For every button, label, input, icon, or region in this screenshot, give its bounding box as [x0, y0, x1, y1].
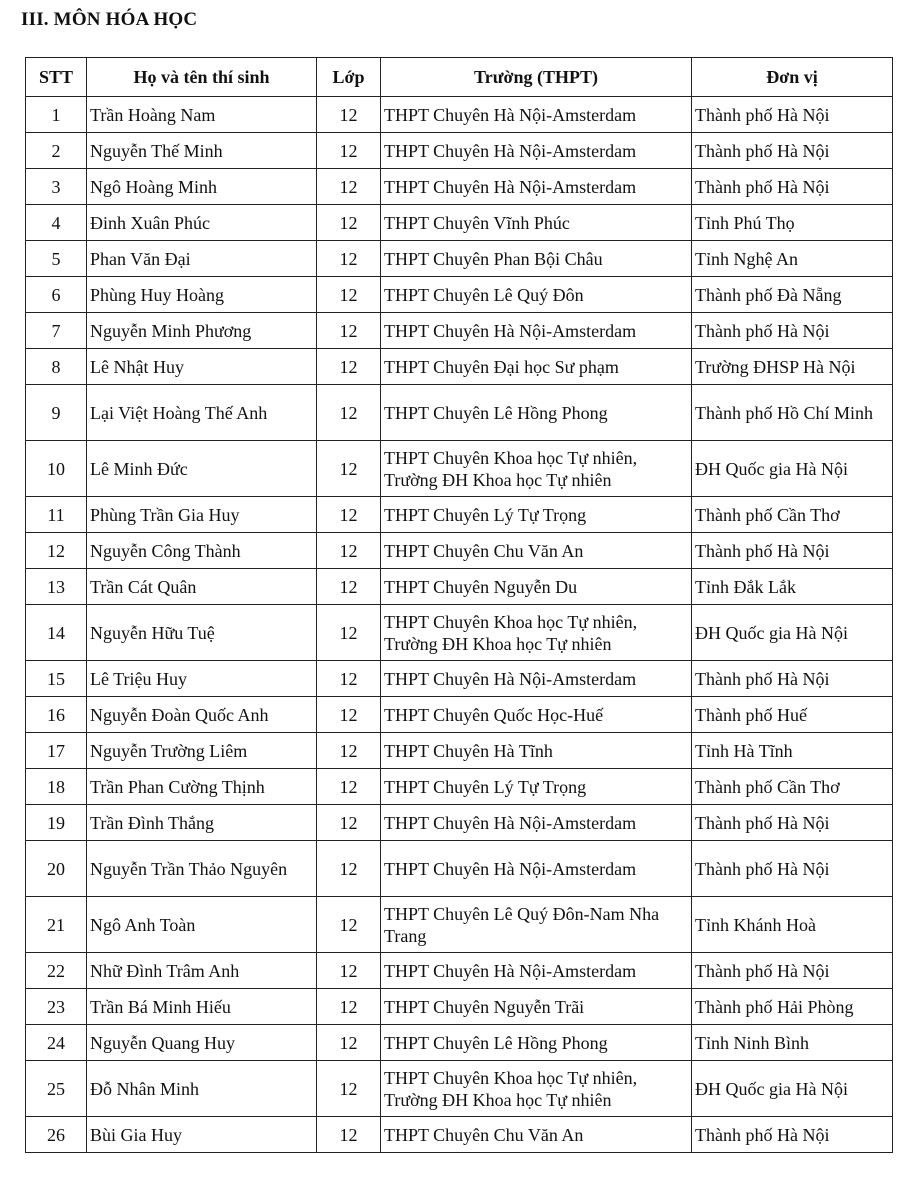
cell-unit: Thành phố Huế [692, 697, 893, 733]
table-row [26, 241, 893, 277]
header-grade: Lớp [317, 58, 381, 97]
cell-grade: 12 [317, 733, 381, 769]
cell-grade: 12 [317, 169, 381, 205]
cell-school: THPT Chuyên Hà Nội-Amsterdam [381, 953, 692, 989]
cell-unit: Thành phố Hà Nội [692, 841, 893, 897]
table-row [26, 277, 893, 313]
header-name: Họ và tên thí sinh [87, 58, 317, 97]
cell-unit: Thành phố Cần Thơ [692, 769, 893, 805]
cell-school: THPT Chuyên Nguyễn Du [381, 569, 692, 605]
cell-school: THPT Chuyên Hà Nội-Amsterdam [381, 805, 692, 841]
table-row [26, 989, 893, 1025]
cell-school: THPT Chuyên Vĩnh Phúc [381, 205, 692, 241]
table-row [26, 385, 893, 441]
cell-name: Nguyễn Quang Huy [87, 1025, 317, 1061]
cell-stt: 1 [26, 97, 87, 133]
table-row [26, 569, 893, 605]
cell-grade: 12 [317, 605, 381, 661]
cell-stt: 22 [26, 953, 87, 989]
cell-school: THPT Chuyên Khoa học Tự nhiên, Trường ĐH Khoa học Tự nhiên [381, 605, 692, 661]
cell-stt: 16 [26, 697, 87, 733]
cell-school: THPT Chuyên Khoa học Tự nhiên, Trường ĐH Khoa học Tự nhiên [381, 1061, 692, 1117]
cell-unit: Thành phố Hà Nội [692, 1117, 893, 1153]
cell-school: THPT Chuyên Chu Văn An [381, 1117, 692, 1153]
header-school: Trường (THPT) [381, 58, 692, 97]
table-row [26, 169, 893, 205]
cell-grade: 12 [317, 497, 381, 533]
cell-name: Nhữ Đình Trâm Anh [87, 953, 317, 989]
cell-school: THPT Chuyên Hà Nội-Amsterdam [381, 133, 692, 169]
cell-school: THPT Chuyên Lê Quý Đôn-Nam Nha Trang [381, 897, 692, 953]
cell-grade: 12 [317, 769, 381, 805]
cell-grade: 12 [317, 441, 381, 497]
cell-name: Trần Hoàng Nam [87, 97, 317, 133]
cell-unit: Thành phố Hà Nội [692, 133, 893, 169]
cell-name: Nguyễn Thế Minh [87, 133, 317, 169]
cell-name: Lê Nhật Huy [87, 349, 317, 385]
section-heading: III. MÔN HÓA HỌC [21, 9, 198, 30]
cell-grade: 12 [317, 313, 381, 349]
cell-stt: 18 [26, 769, 87, 805]
cell-school: THPT Chuyên Lý Tự Trọng [381, 497, 692, 533]
cell-school: THPT Chuyên Lê Quý Đôn [381, 277, 692, 313]
table-row [26, 733, 893, 769]
cell-unit: Thành phố Hà Nội [692, 661, 893, 697]
cell-grade: 12 [317, 569, 381, 605]
cell-unit: Thành phố Hà Nội [692, 313, 893, 349]
cell-stt: 20 [26, 841, 87, 897]
cell-name: Nguyễn Đoàn Quốc Anh [87, 697, 317, 733]
cell-unit: ĐH Quốc gia Hà Nội [692, 1061, 893, 1117]
cell-school: THPT Chuyên Hà Nội-Amsterdam [381, 841, 692, 897]
cell-stt: 10 [26, 441, 87, 497]
cell-name: Nguyễn Công Thành [87, 533, 317, 569]
table-row [26, 605, 893, 661]
cell-grade: 12 [317, 133, 381, 169]
cell-school: THPT Chuyên Đại học Sư phạm [381, 349, 692, 385]
table-row [26, 661, 893, 697]
table-row [26, 1061, 893, 1117]
cell-grade: 12 [317, 805, 381, 841]
cell-stt: 6 [26, 277, 87, 313]
cell-school: THPT Chuyên Hà Nội-Amsterdam [381, 313, 692, 349]
cell-unit: ĐH Quốc gia Hà Nội [692, 441, 893, 497]
cell-stt: 21 [26, 897, 87, 953]
table-row [26, 841, 893, 897]
cell-stt: 13 [26, 569, 87, 605]
cell-unit: Thành phố Hà Nội [692, 953, 893, 989]
table-row [26, 1117, 893, 1153]
table-row [26, 697, 893, 733]
cell-grade: 12 [317, 697, 381, 733]
table-row [26, 1025, 893, 1061]
cell-unit: Tỉnh Khánh Hoà [692, 897, 893, 953]
cell-grade: 12 [317, 205, 381, 241]
cell-unit: ĐH Quốc gia Hà Nội [692, 605, 893, 661]
cell-school: THPT Chuyên Quốc Học-Huế [381, 697, 692, 733]
cell-school: THPT Chuyên Lê Hồng Phong [381, 385, 692, 441]
table-row [26, 313, 893, 349]
cell-grade: 12 [317, 1117, 381, 1153]
cell-name: Nguyễn Minh Phương [87, 313, 317, 349]
table-row [26, 133, 893, 169]
cell-name: Lê Triệu Huy [87, 661, 317, 697]
cell-stt: 15 [26, 661, 87, 697]
cell-name: Nguyễn Trường Liêm [87, 733, 317, 769]
cell-stt: 5 [26, 241, 87, 277]
cell-stt: 4 [26, 205, 87, 241]
table-row [26, 897, 893, 953]
header-unit: Đơn vị [692, 58, 893, 97]
cell-unit: Tỉnh Hà Tĩnh [692, 733, 893, 769]
table-row [26, 349, 893, 385]
cell-name: Ngô Anh Toàn [87, 897, 317, 953]
cell-grade: 12 [317, 241, 381, 277]
cell-grade: 12 [317, 533, 381, 569]
cell-stt: 12 [26, 533, 87, 569]
cell-unit: Thành phố Hà Nội [692, 169, 893, 205]
cell-stt: 2 [26, 133, 87, 169]
cell-stt: 23 [26, 989, 87, 1025]
cell-grade: 12 [317, 841, 381, 897]
cell-name: Đinh Xuân Phúc [87, 205, 317, 241]
cell-stt: 11 [26, 497, 87, 533]
cell-school: THPT Chuyên Chu Văn An [381, 533, 692, 569]
cell-grade: 12 [317, 953, 381, 989]
table-row [26, 441, 893, 497]
table-row [26, 497, 893, 533]
table-row [26, 533, 893, 569]
cell-unit: Trường ĐHSP Hà Nội [692, 349, 893, 385]
cell-unit: Thành phố Đà Nẵng [692, 277, 893, 313]
cell-unit: Tỉnh Phú Thọ [692, 205, 893, 241]
cell-unit: Thành phố Hà Nội [692, 805, 893, 841]
cell-unit: Thành phố Cần Thơ [692, 497, 893, 533]
cell-school: THPT Chuyên Nguyễn Trãi [381, 989, 692, 1025]
cell-name: Ngô Hoàng Minh [87, 169, 317, 205]
cell-school: THPT Chuyên Hà Tĩnh [381, 733, 692, 769]
cell-name: Đỗ Nhân Minh [87, 1061, 317, 1117]
cell-name: Bùi Gia Huy [87, 1117, 317, 1153]
table-row [26, 769, 893, 805]
cell-unit: Tỉnh Đắk Lắk [692, 569, 893, 605]
cell-name: Lại Việt Hoàng Thế Anh [87, 385, 317, 441]
cell-stt: 7 [26, 313, 87, 349]
cell-stt: 8 [26, 349, 87, 385]
cell-unit: Thành phố Hải Phòng [692, 989, 893, 1025]
cell-unit: Tỉnh Nghệ An [692, 241, 893, 277]
cell-school: THPT Chuyên Hà Nội-Amsterdam [381, 661, 692, 697]
cell-stt: 19 [26, 805, 87, 841]
candidate-table [25, 57, 893, 1153]
table-body [26, 97, 893, 1153]
cell-stt: 14 [26, 605, 87, 661]
cell-unit: Thành phố Hà Nội [692, 97, 893, 133]
cell-name: Phùng Huy Hoàng [87, 277, 317, 313]
cell-stt: 3 [26, 169, 87, 205]
cell-grade: 12 [317, 897, 381, 953]
cell-grade: 12 [317, 989, 381, 1025]
header-stt: STT [26, 58, 87, 97]
cell-grade: 12 [317, 349, 381, 385]
table-header-row [26, 58, 893, 97]
table-row [26, 953, 893, 989]
cell-stt: 26 [26, 1117, 87, 1153]
cell-unit: Thành phố Hồ Chí Minh [692, 385, 893, 441]
cell-name: Nguyễn Trần Thảo Nguyên [87, 841, 317, 897]
cell-school: THPT Chuyên Lý Tự Trọng [381, 769, 692, 805]
cell-name: Trần Cát Quân [87, 569, 317, 605]
cell-stt: 17 [26, 733, 87, 769]
cell-name: Lê Minh Đức [87, 441, 317, 497]
cell-name: Phùng Trần Gia Huy [87, 497, 317, 533]
cell-name: Trần Bá Minh Hiếu [87, 989, 317, 1025]
cell-stt: 24 [26, 1025, 87, 1061]
cell-school: THPT Chuyên Khoa học Tự nhiên, Trường ĐH Khoa học Tự nhiên [381, 441, 692, 497]
table-row [26, 97, 893, 133]
cell-grade: 12 [317, 661, 381, 697]
cell-stt: 25 [26, 1061, 87, 1117]
cell-unit: Thành phố Hà Nội [692, 533, 893, 569]
cell-name: Trần Phan Cường Thịnh [87, 769, 317, 805]
cell-unit: Tỉnh Ninh Bình [692, 1025, 893, 1061]
cell-grade: 12 [317, 1025, 381, 1061]
cell-grade: 12 [317, 277, 381, 313]
cell-school: THPT Chuyên Phan Bội Châu [381, 241, 692, 277]
table-row [26, 805, 893, 841]
cell-grade: 12 [317, 385, 381, 441]
cell-name: Phan Văn Đại [87, 241, 317, 277]
cell-name: Nguyễn Hữu Tuệ [87, 605, 317, 661]
cell-school: THPT Chuyên Hà Nội-Amsterdam [381, 169, 692, 205]
cell-name: Trần Đình Thắng [87, 805, 317, 841]
cell-stt: 9 [26, 385, 87, 441]
cell-grade: 12 [317, 97, 381, 133]
cell-grade: 12 [317, 1061, 381, 1117]
table-row [26, 205, 893, 241]
cell-school: THPT Chuyên Lê Hồng Phong [381, 1025, 692, 1061]
cell-school: THPT Chuyên Hà Nội-Amsterdam [381, 97, 692, 133]
